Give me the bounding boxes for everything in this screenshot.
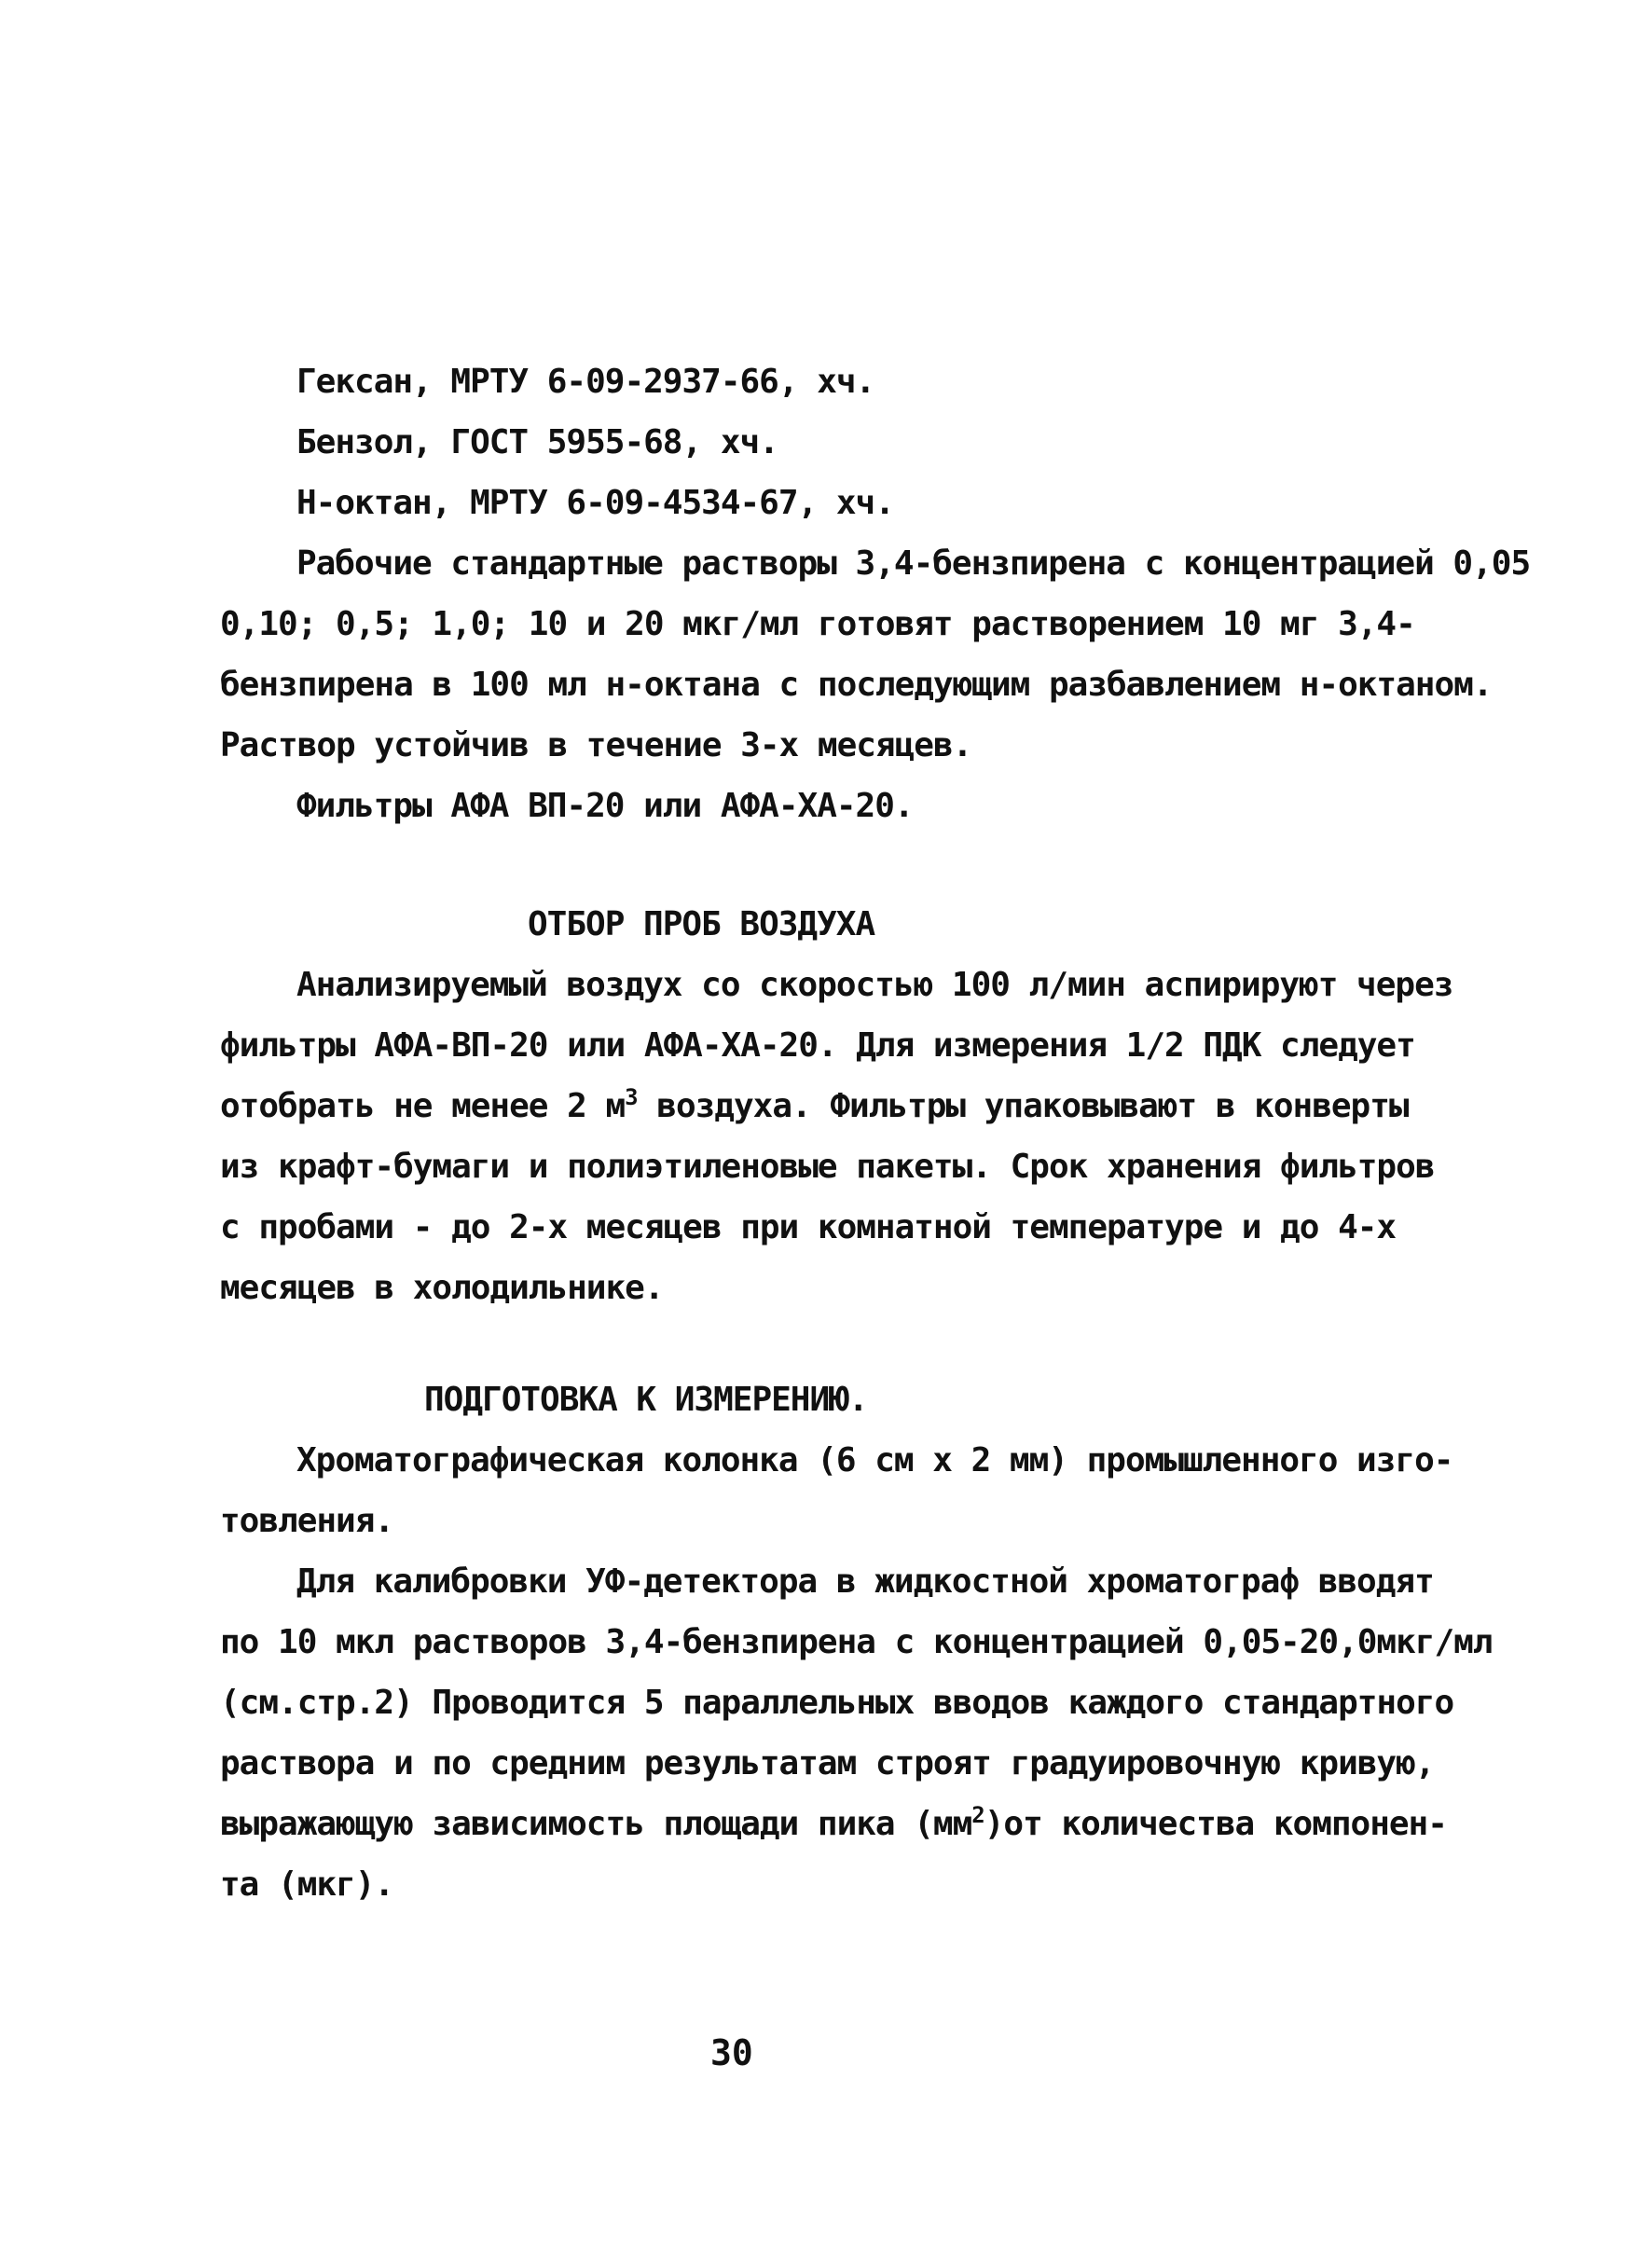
section-title-preparation: ПОДГОТОВКА К ИЗМЕРЕНИЮ. — [424, 1381, 868, 1419]
square-superscript: 2 — [971, 1802, 984, 1828]
preparation-line-7-tail: )от количества компонен- — [984, 1805, 1447, 1843]
preparation-line-7-text: выражающую зависимость площади пика (мм — [220, 1805, 972, 1843]
sampling-line-6: месяцев в холодильнике. — [220, 1269, 664, 1307]
preparation-line-7 — [220, 1804, 1447, 1845]
preparation-line-3: Для калибровки УФ-детектора в жидкостной хроматограф вводят — [296, 1562, 1434, 1601]
standards-line-1: Рабочие стандартные растворы 3,4-бензпирена с концентрацией 0,05 — [296, 544, 1531, 583]
reagent-benzene: Бензол, ГОСТ 5955-68, хч. — [296, 423, 778, 461]
preparation-line-6: раствора и по средним результатам строят градуировочную кривую, — [220, 1744, 1435, 1782]
preparation-line-4: по 10 мкл растворов 3,4-бензпирена с концентрацией 0,05-20,0мкг/мл — [220, 1623, 1493, 1661]
sampling-line-3 — [220, 1086, 1409, 1127]
preparation-line-5: (см.стр.2) Проводится 5 параллельных вводов каждого стандартного — [220, 1684, 1454, 1722]
standards-line-3: бензпирена в 100 мл н-октана с последующим разбавлением н-октаном. — [220, 666, 1493, 704]
sampling-line-4: из крафт-бумаги и полиэтиленовые пакеты. Срок хранения фильтров — [220, 1148, 1435, 1186]
reagent-hexane: Гексан, МРТУ 6-09-2937-66, хч. — [296, 363, 875, 401]
sampling-line-2: фильтры АФА-ВП-20 или АФА-ХА-20. Для измерения 1/2 ПДК следует — [220, 1026, 1415, 1065]
page-number: 30 — [710, 2032, 753, 2073]
sampling-line-1: Анализируемый воздух со скоростью 100 л/мин аспирируют через — [296, 966, 1453, 1004]
filters-line: Фильтры АФА ВП-20 или АФА-ХА-20. — [296, 787, 914, 825]
preparation-line-1: Хроматографическая колонка (6 см х 2 мм) промышленного изго- — [296, 1441, 1453, 1479]
sampling-line-5: с пробами - до 2-х месяцев при комнатной температуре и до 4-х — [220, 1208, 1397, 1246]
reagent-octane: Н-октан, МРТУ 6-09-4534-67, хч. — [296, 484, 894, 522]
standards-line-4: Раствор устойчив в течение 3-х месяцев. — [220, 726, 972, 764]
section-title-sampling: ОТБОР ПРОБ ВОЗДУХА — [528, 905, 875, 943]
cubic-superscript: 3 — [625, 1084, 638, 1110]
sampling-line-3-text: отобрать не менее 2 м — [220, 1087, 626, 1125]
preparation-line-8: та (мкг). — [220, 1865, 394, 1904]
sampling-line-3-tail: воздуха. Фильтры упаковывают в конверты — [637, 1087, 1409, 1125]
standards-line-2: 0,10; 0,5; 1,0; 10 и 20 мкг/мл готовят растворением 10 мг 3,4- — [220, 605, 1415, 643]
preparation-line-2: товления. — [220, 1502, 394, 1540]
